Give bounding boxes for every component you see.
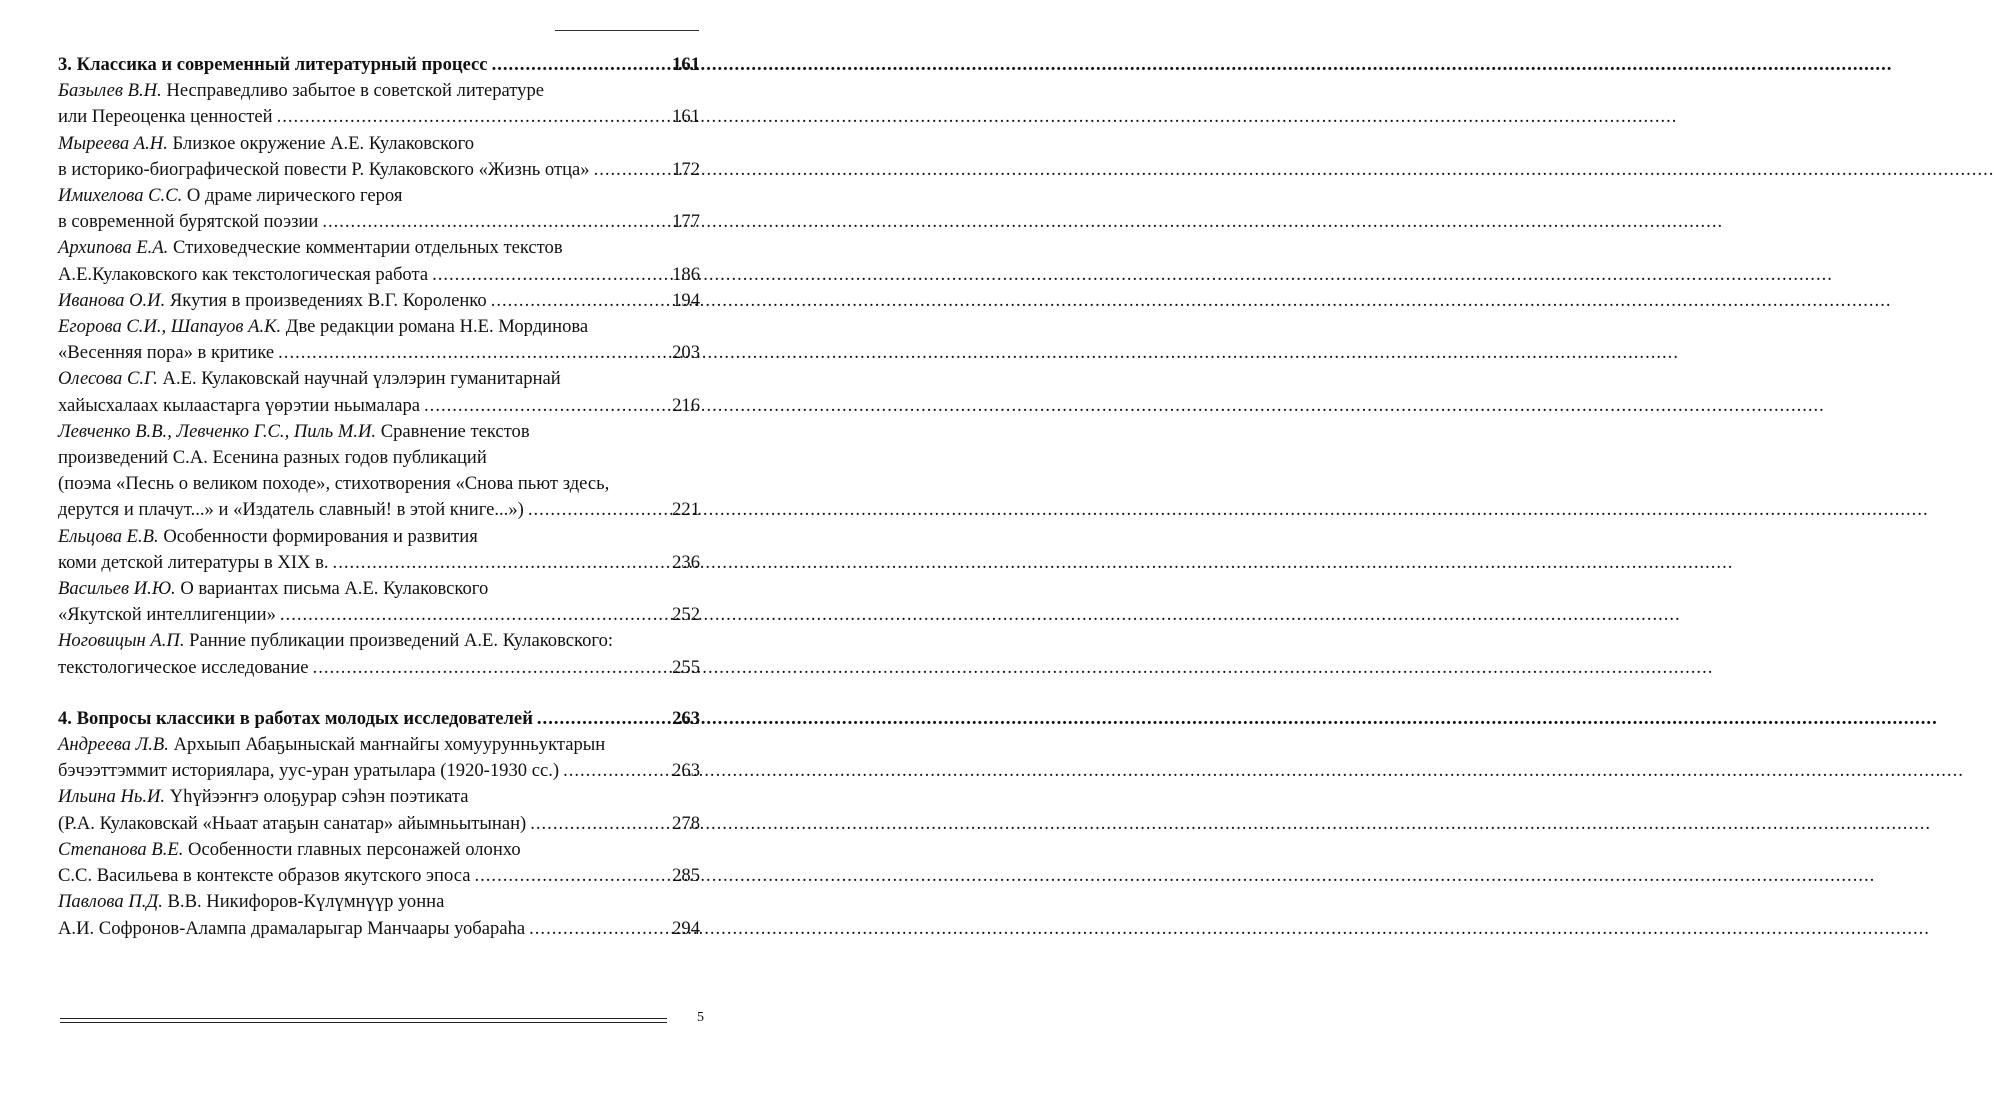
entry-title-line: В.В. Никифоров-Күлүмнүүр уонна [167,891,445,913]
dot-leader [277,104,671,130]
dot-leader [529,916,670,942]
section-heading: 3. Классика и современный литературный процесс [58,54,488,75]
toc-entry[interactable] [58,732,700,784]
entry-page-number: 172 [672,158,700,180]
entry-page-number: 161 [672,106,700,128]
entry-title-line: «Весенняя пора» в критике [58,342,275,364]
entry-title-line: О драме лирического героя [186,185,403,207]
entry-title-line: А.Е.Кулаковского как текстологическая работа [58,263,429,285]
entry-author: Ильина Нь.И. [58,786,166,808]
dot-leader [432,262,670,288]
dot-leader [528,497,670,523]
entry-page-number: 221 [672,499,700,521]
toc-entry[interactable] [58,314,700,366]
entry-page-number: 255 [672,656,700,678]
entry-title-line: Близкое окружение А.Е. Кулаковского [172,132,475,154]
toc-entry[interactable] [58,183,700,235]
entry-author: Олесова С.Г. [58,368,158,390]
dot-leader [563,758,670,784]
top-rule [555,30,699,31]
entry-title-line: С.С. Васильева в контексте образов якутского эпоса [58,865,471,887]
entry-page-number: 194 [672,289,700,311]
dot-leader [278,340,670,366]
entry-title-line: А.И. Софронов-Алампа драмаларыгар Манчаары уобараһа [58,917,526,939]
entry-author: Имихелова С.С. [58,185,183,207]
entry-page-number: 285 [672,865,700,887]
footer-rule [60,1018,667,1019]
entry-page-number: 278 [672,812,700,834]
entry-author: Мыреева А.Н. [58,132,168,154]
toc-entry[interactable] [58,78,700,130]
entry-author: Егорова С.И., Шапауов А.К. [58,316,282,338]
entry-title-line: Үһүйээҥҥэ олоҕурар сэһэн поэтиката [169,786,469,808]
entry-title-line: О вариантах письма А.Е. Кулаковского [180,578,489,600]
dot-leader [491,288,670,314]
toc-entry[interactable] [58,419,700,524]
entry-title-line: Ранние публикации произведений А.Е. Кулаковского: [189,630,614,652]
entry-title-line: Сравнение текстов [380,420,530,442]
table-of-contents [58,52,700,942]
entry-title-line: хайысхалаах кылаастарга үөрэтии ньымалара [58,394,421,416]
section-heading-row[interactable] [58,706,700,732]
entry-author: Андреева Л.В. [58,734,169,756]
dot-leader [537,706,670,732]
entry-author: Павлова П.Д. [58,891,163,913]
entry-title-line: произведений С.А. Есенина разных годов публикаций [58,447,487,469]
entry-title-line: в историко-биографической повести Р. Кулаковского «Жизнь отца» [58,158,590,180]
toc-entry[interactable] [58,889,700,941]
entry-author: Ноговицын А.П. [58,630,185,652]
entry-title-line: коми детской литературы в XIX в. [58,551,329,573]
section-heading-row[interactable] [58,52,700,78]
entry-title-line: Особенности формирования и развития [163,525,478,547]
footer-rules [60,1018,667,1023]
section-page-number: 161 [672,54,700,75]
toc-entry[interactable] [58,784,700,836]
entry-title-line: Стиховедческие комментарии отдельных текстов [172,237,563,259]
toc-entry[interactable] [58,288,700,314]
dot-leader [280,602,670,628]
toc-entry[interactable] [58,131,700,183]
entry-page-number: 203 [672,342,700,364]
entry-title-line: (поэма «Песнь о великом походе», стихотворения «Снова пьют здесь, [58,473,610,495]
entry-page-number: 216 [672,394,700,416]
entry-author: Базылев В.Н. [58,80,162,102]
footer-rule [60,1022,667,1023]
entry-title-line: в современной бурятской поэзии [58,211,319,233]
entry-title-line: Особенности главных персонажей олонхо [188,838,521,860]
entry-title-line: «Якутской интеллигенции» [58,604,276,626]
toc-section [58,706,700,942]
page-number: 5 [697,1010,704,1025]
section-heading: 4. Вопросы классики в работах молодых исследователей [58,707,533,729]
entry-page-number: 294 [672,917,700,939]
toc-entry[interactable] [58,524,700,576]
dot-leader [530,811,670,837]
entry-page-number: 252 [672,604,700,626]
dot-leader [313,655,671,681]
entry-title-line: текстологическое исследование [58,656,309,678]
dot-leader [424,393,670,419]
dot-leader [333,550,671,576]
dot-leader [474,863,670,889]
dot-leader [322,209,670,235]
entry-title-line: (Р.А. Кулаковскай «Ньаат атаҕын санатар» айымньытынан) [58,812,527,834]
entry-author: Левченко В.В., Левченко Г.С., Пиль М.И. [58,420,377,442]
entry-author: Иванова О.И. [58,289,166,311]
entry-page-number: 263 [672,760,700,782]
entry-author: Ельцова Е.В. [58,525,159,547]
dot-leader [492,52,671,78]
toc-section [58,52,700,681]
entry-author: Степанова В.Е. [58,838,184,860]
toc-entry[interactable] [58,235,700,287]
section-page-number: 263 [672,707,700,729]
entry-title-line: бэчээттэммит историялара, уус-уран уратылара (1920-1930 сс.) [58,760,560,782]
toc-entry[interactable] [58,837,700,889]
toc-entry[interactable] [58,366,700,418]
entry-page-number: 236 [672,551,700,573]
toc-entry[interactable] [58,628,700,680]
entry-page-number: 177 [672,211,700,233]
entry-title-line: Несправедливо забытое в советской литературе [166,80,545,102]
entry-title-line: дерутся и плачут...» и «Издатель славный! в этой книге...») [58,499,524,521]
entry-title-line: А.Е. Кулаковскай научнай үлэлэрин гуманитарнай [162,368,561,390]
dot-leader [594,157,671,183]
entry-title-line: Якутия в произведениях В.Г. Короленко [169,289,487,311]
entry-author: Васильев И.Ю. [58,578,176,600]
toc-entry[interactable] [58,576,700,628]
entry-title-line: Архыып Абаҕыныскай маҥнайгы хомуурунньуктарын [173,734,606,756]
entry-title-line: или Переоценка ценностей [58,106,273,128]
entry-page-number: 186 [672,263,700,285]
entry-title-line: Две редакции романа Н.Е. Мординова [285,316,589,338]
entry-author: Архипова Е.А. [58,237,169,259]
